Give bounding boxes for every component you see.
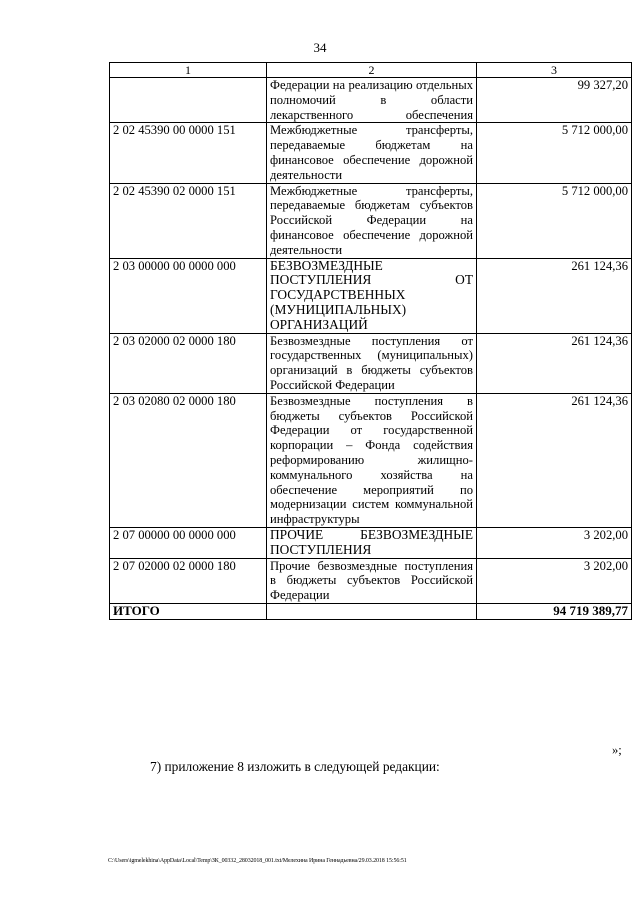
row-name: Безвозмездные поступления от государственных (муниципальных) организаций в бюджеты субъектов Российской Федерации — [267, 333, 477, 393]
row-name: Прочие безвозмездные поступления в бюджеты субъектов Российской Федерации — [267, 558, 477, 603]
row-amount: 5 712 000,00 — [477, 183, 632, 258]
total-amount: 94 719 389,77 — [477, 603, 632, 619]
row-amount: 3 202,00 — [477, 558, 632, 603]
table-row — [110, 123, 632, 183]
row-amount: 261 124,36 — [477, 333, 632, 393]
row-amount: 3 202,00 — [477, 527, 632, 558]
row-name: БЕЗВОЗМЕЗДНЫЕ ПОСТУПЛЕНИЯ ОТ ГОСУДАРСТВЕННЫХ (МУНИЦИПАЛЬНЫХ) ОРГАНИЗАЦИЙ — [267, 258, 477, 333]
table-row — [110, 258, 632, 333]
table-row — [110, 558, 632, 603]
row-name: Безвозмездные поступления в бюджеты субъектов Российской Федерации от государственной корпорации – Фонда содействия реформированию жилищно-коммунального хозяйства на обеспечение мероприятий по модернизации систем коммунальной инфраструктуры — [267, 393, 477, 527]
table-row — [110, 393, 632, 527]
row-amount: 5 712 000,00 — [477, 123, 632, 183]
column-header-1: 1 — [110, 63, 267, 78]
row-name: Межбюджетные трансферты, передаваемые бюджетам субъектов Российской Федерации на финансовое обеспечение дорожной деятельности — [267, 183, 477, 258]
table-header-row — [110, 63, 632, 78]
total-row — [110, 603, 632, 619]
column-header-2: 2 — [267, 63, 477, 78]
row-code: 2 03 02080 02 0000 180 — [110, 393, 267, 527]
table-row — [110, 183, 632, 258]
row-code: 2 03 00000 00 0000 000 — [110, 258, 267, 333]
row-name: ПРОЧИЕ БЕЗВОЗМЕЗДНЫЕ ПОСТУПЛЕНИЯ — [267, 527, 477, 558]
row-name: Межбюджетные трансферты, передаваемые бюджетам на финансовое обеспечение дорожной деятельности — [267, 123, 477, 183]
amendment-paragraph: 7) приложение 8 изложить в следующей редакции: — [150, 759, 440, 774]
row-code: 2 02 45390 02 0000 151 — [110, 183, 267, 258]
column-header-3: 3 — [477, 63, 632, 78]
closing-quote: »; — [612, 743, 622, 757]
row-amount: 261 124,36 — [477, 258, 632, 333]
footer-file-path: C:\Users\igmelekhina\AppData\Local\Temp\ЗК_00332_28032018_001.txt/Мелехина Ирина Геннадьевна/29.03.2018 15:56:51 — [108, 858, 407, 864]
page-number: 34 — [313, 40, 327, 55]
table-row — [110, 78, 632, 123]
row-name: Федерации на реализацию отдельных полномочий в области лекарственного обеспечения — [267, 78, 477, 123]
row-amount: 261 124,36 — [477, 393, 632, 527]
revenue-table — [109, 62, 632, 620]
total-label: ИТОГО — [110, 603, 267, 619]
total-empty-cell — [267, 603, 477, 619]
row-amount: 99 327,20 — [477, 78, 632, 123]
row-code: 2 07 02000 02 0000 180 — [110, 558, 267, 603]
table-row — [110, 333, 632, 393]
row-code: 2 07 00000 00 0000 000 — [110, 527, 267, 558]
table-row — [110, 527, 632, 558]
row-code: 2 03 02000 02 0000 180 — [110, 333, 267, 393]
row-code: 2 02 45390 00 0000 151 — [110, 123, 267, 183]
row-code — [110, 78, 267, 123]
